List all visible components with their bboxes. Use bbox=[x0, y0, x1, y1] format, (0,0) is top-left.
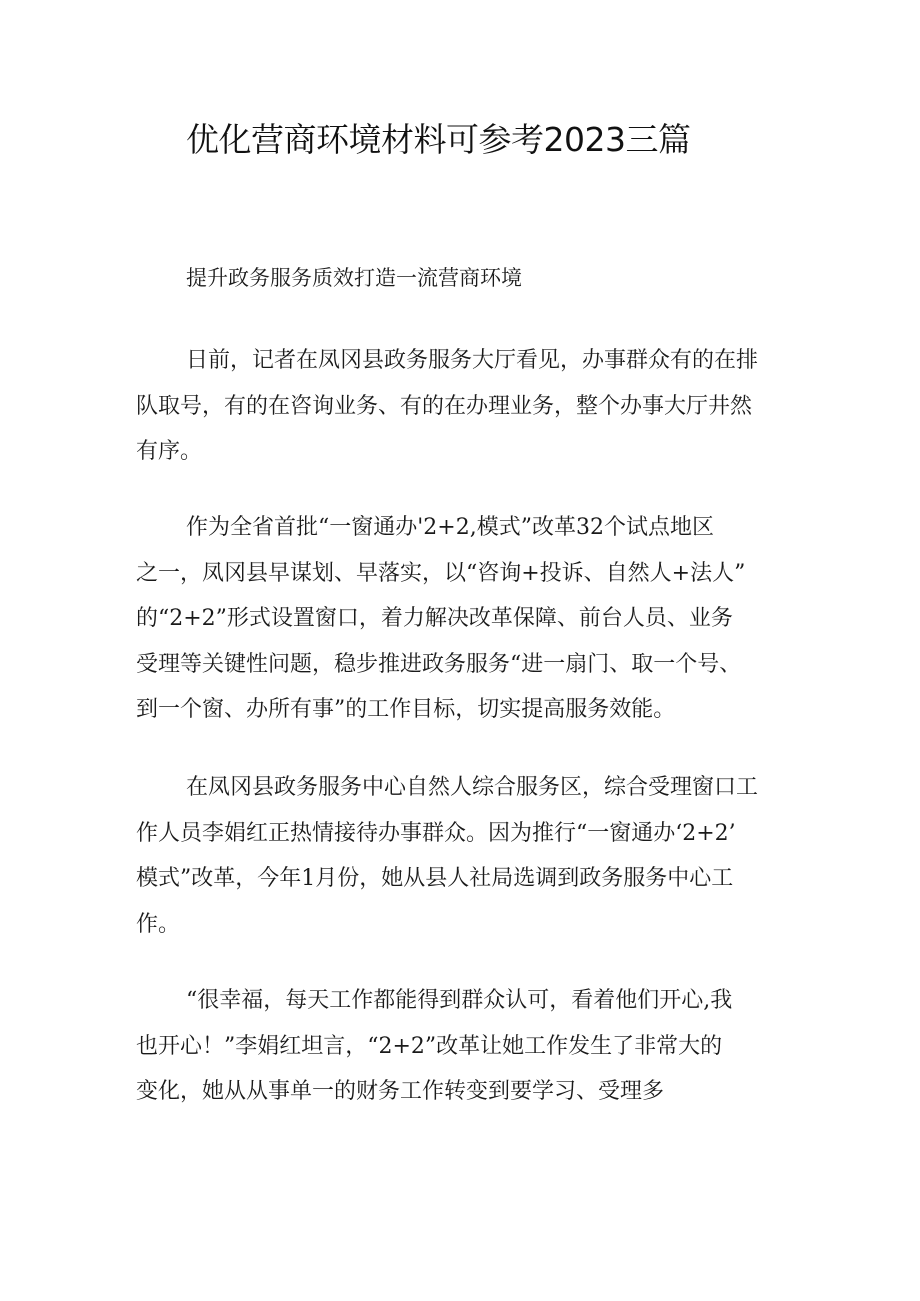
paragraph-line: 有序。 bbox=[136, 439, 203, 464]
paragraph-line: 的“2+2”形式设置窗口，着力解决改革保障、前台人员、业务 bbox=[136, 606, 733, 631]
paragraph-4 bbox=[136, 978, 786, 1115]
paragraph-line: 模式”改革，今年1月份，她从县人社局选调到政务服务中心工 bbox=[136, 866, 734, 891]
paragraph-line: 日前，记者在凤冈县政务服务大厅看见，办事群众有的在排 bbox=[186, 348, 759, 373]
paragraph-line: 作为全省首批“一窗通办'2+2,模式”改革32个试点地区 bbox=[186, 515, 714, 540]
paragraph-line: 也开心！”李娟红坦言，“2+2”改革让她工作发生了非常大的 bbox=[136, 1033, 723, 1059]
document-title: 优化营商环境材料可参考2023三篇 bbox=[186, 120, 691, 159]
paragraph-line: “很幸福，每天工作都能得到群众认可，看着他们开心,我 bbox=[186, 988, 733, 1013]
paragraph-line: 作。 bbox=[136, 911, 181, 937]
paragraph-line: 队取号，有的在咨询业务、有的在办理业务，整个办事大厅井然 bbox=[136, 393, 753, 419]
paragraph-line: 到一个窗、办所有事”的工作目标，切实提高服务效能。 bbox=[136, 697, 676, 722]
paragraph-line: 在凤冈县政务服务中心自然人综合服务区，综合受理窗口工 bbox=[186, 775, 759, 800]
paragraph-line: 受理等关键性问题，稳步推进政务服务“进一扇门、取一个号、 bbox=[136, 651, 742, 677]
paragraph-line: 作人员李娟红正热情接待办事群众。因为推行“一窗通办‘2+2’ bbox=[136, 820, 736, 846]
paragraph-line: 变化，她从从事单一的财务工作转变到要学习、受理多 bbox=[136, 1079, 665, 1104]
paragraph-3 bbox=[136, 765, 786, 947]
article-subtitle: 提升政务服务质效打造一流营商环境 bbox=[186, 266, 522, 290]
paragraph-2 bbox=[136, 505, 786, 733]
paragraph-1 bbox=[136, 338, 786, 475]
paragraph-line: 之一，凤冈县早谋划、早落实，以“咨询+投诉、自然人+法人” bbox=[136, 560, 746, 586]
